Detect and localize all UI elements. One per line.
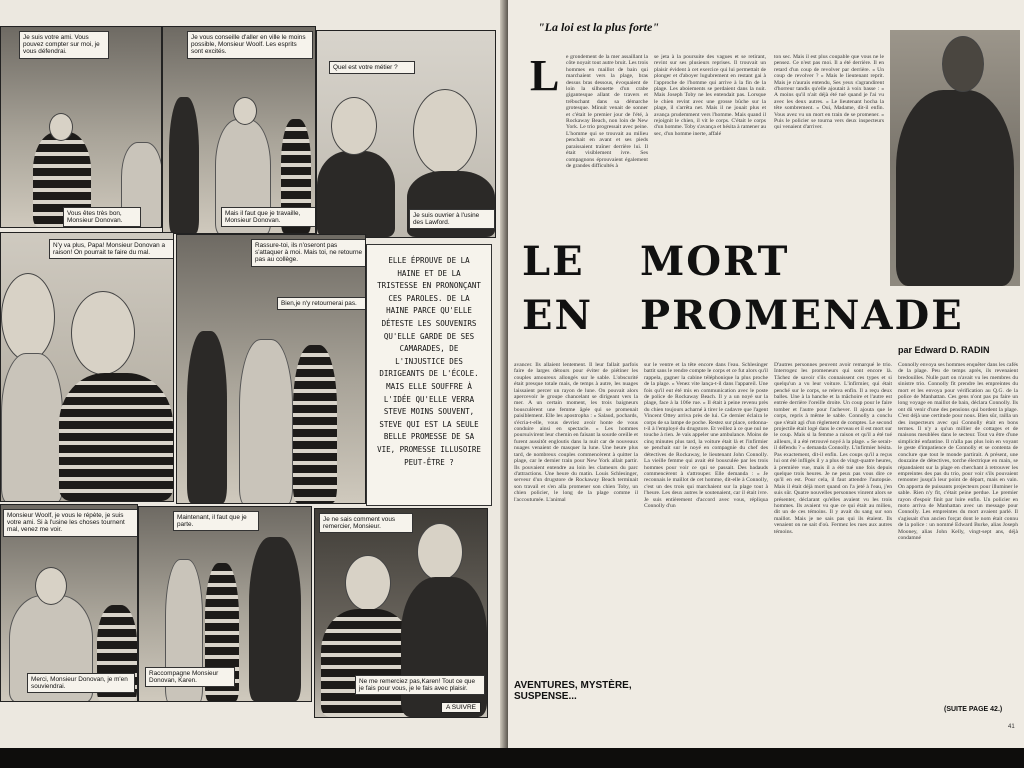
speech-bubble: Rassure-toi, ils n'oseront pas s'attaquer à moi. Mais toi, ne retourne pas au collège. (251, 239, 366, 267)
father-head (1, 273, 55, 361)
young-man-head (331, 97, 377, 155)
continued-note: (SUITE PAGE 42.) (944, 706, 1003, 713)
title-word: EN (522, 292, 594, 339)
comic-panel-5 (176, 234, 366, 504)
bottom-column-4: Connolly envoya ses hommes enquêter dans les cafés de la plage. Peu de temps après, ils revenaient bredouilles. Nulle part on n'avait vu les membres du sinistre trio. Connolly fit prendre les empreintes du mort et les envoya pour vérification au Q.G. de la police de Manhattan. Ces gens n'ont pas pu faire un long voyage en maillot de bain, déclara Connolly. Ils ont dû venir d'une des pensions qui bordent la plage. C'est déjà une certitude pour nous. Bien sûr, railla un des inspecteurs avec qui Connolly était en bons termes. Il n'y a qu'un millier de cottages et de maisons meublées dans le secteur. Tout va être d'une simplicité enfantine. Il n'alla pas plus loin en voyant le geste d'impatience de Connolly et se contenta de conclure que tout le monde partirait. A présent, une douzaine de détectives, torche électrique en main, se répandaient sur la plage en cherchant à retrouver les empreintes des pas du trio, pour voir s'ils pouvaient remonter jusqu'à leur point de départ, mais en vain. On apporta de puissants projecteurs pour illuminer le sable. Rien n'y fit, c'était peine perdue. Le premier rayon d'espoir finit par luire enfin. Un policier en moto arriva de Manhattan avec un message pour Connolly. Les empreintes du mort avaient parlé. Il s'agissait d'un ancien forçat dont le nom était connu de la police : un nommé Edward Burke, alias Joseph Mooney, alias John Kelly, vingt-sept ans, déjà condamné (898, 362, 1018, 541)
title-word: MORT (640, 238, 790, 285)
speech-bubble: N'y va plus, Papa! Monsieur Donovan a raison! On pourrait te faire du mal. (49, 239, 174, 259)
comic-panel-1 (0, 26, 162, 228)
comic-panel-8 (138, 506, 312, 702)
speech-bubble: Je suis votre ami. Vous pouvez compter sur moi, je vous défendrai. (19, 31, 109, 59)
speech-bubble: Mais il faut que je travaille, Monsieur Donovan. (221, 207, 316, 227)
bottom-column-1: avancer. Ils allaient lentement. Il leur fallait parfois faire de larges détours pour éviter de piétiner les couples amoureux allongés sur le sable. L'obscurité était presque totale mais, de temps à autre, les nuages laissaient percer un rayon de lune. On pouvait alors apercevoir le groupe chancelant se dirigeant vers la mer. A un certain moment, les trois baigneurs bousculèrent une femme âgée qui se promenait paisiblement. Elle les apostropha : « Salaud, pochards, s'écria-t-elle, vous devriez avoir honte de vous conduire ainsi en spectacle. » Les hommes poursuivirent leur chemin en faisant la sourde oreille et furent aussitôt engloutis dans la nuit car de nouveaux nuages venaient de masquer la lune. Une heure plus tard, de nombreux couples commencèrent à quitter la plage, car le dernier train pour New York allait partir. Ils pouvaient entendre au loin les clameurs du parc d'attractions. Une heure du matin. Louis Schlesinger, serveur d'un drugstore de Rockaway Beach terminait son travail et s'en alla promener son chien Toby, un chien policier, le long de la plage comme il l'accoutumée. L'animal (514, 362, 638, 503)
karen-figure (321, 609, 413, 717)
article-kicker: "La loi est la plus forte" (538, 20, 659, 34)
comic-panel-7 (0, 504, 138, 702)
drop-cap: L (530, 51, 560, 100)
man-figure (187, 331, 227, 503)
page-number: 41 (1008, 724, 1015, 730)
top-column-3: ton sec. Mais il est plus coupable que vous ne le pensez. Ce n'est pas moi. Il a été derrière. Il en retard d'un coup de revolver par derrière. « Un coup de revolver ? » Mais le lieutenant reprit. Mais je n'aurais entendu, Ses yeux s'agrandirent d'horreur tandis qu'elle ajoutait à voix basse : « A moins qu'il n'ait déjà été tué quand je l'ai vu avec les deux autres. » Le lieutenant hocha la tête sombrement. « Oui, Madame, dit-il enfin. Vous avez vu un mort en train de se promener. » Puis le policier se tourna vers deux inspecteurs qui venaient d'arriver. (774, 54, 884, 131)
young-man-figure (317, 151, 395, 237)
byline: par Edward D. RADIN (898, 345, 990, 355)
title-word: LE (522, 238, 585, 285)
speech-bubble: Raccompagne Monsieur Donovan, Karen. (145, 667, 235, 687)
woman-head (49, 113, 73, 141)
daughter-head (71, 291, 135, 375)
speech-bubble: Maintenant, il faut que je parte. (173, 511, 259, 531)
top-column-2: se jeta à la poursuite des vagues et se retirant, revint sur ses plusieurs reprises. Il trouvait un plaisir évident à cet exercice qui lui permettait de plonger et d'aboyer lugubrement en restant gai à l'approche de l'homme qui arrive à la fin de la plage. Les aboiements se perdaient dans la nuit. Mais Joseph Toby ne les entendait pas. Lorsque le chien revint avec une grosse bûche sur la plage, il s'arrêta net. Mais il ne jouait plus et avança prudemment vers l'homme. Mais quand il rejoignit le chien, il vit le corps. C'était le corps d'un homme. Toby s'avança et hésita à ramener au sec, d'un homme inerte, affalé (654, 54, 766, 137)
man-head (233, 97, 257, 125)
father-figure (1, 353, 63, 502)
speech-bubble: Je ne sais comment vous remercier, Monsieur. (319, 513, 413, 533)
comic-panel-9 (314, 508, 488, 718)
man-figure (169, 97, 199, 233)
old-man-head (413, 89, 477, 175)
table-shadow (0, 748, 1024, 768)
woman-figure (293, 345, 337, 503)
bottom-column-2: sur le ventre et la tête encore dans l'eau. Schlesinger battit sans le rendre compte le corps et ce fut alors qu'il rappela, gagner la cabine téléphonique la plus proche de la plage. « Venez vite lança-t-il dans l'appareil. Une fois qu'il eut été mis en communication avec le poste de police de Rockaway Beach. Il y a un noyé sur la plage, face à la 106e rue. » Il était à peine revenu près du chien toujours acharné à tirer le cadavre que l'agent Vincent Ottey arriva près de lui. Ce dernier éclaira le corps de sa lampe de poche. Restez sur place, ordonna-t-il à l'employé du drugstore. Et veillez à ce que nul ne touche à rien. Je vais appeler une ambulance. Moins de cinq minutes plus tard, la voiture était là et l'infirmier se penchait sur le noyé en compagnie du chef des détectives de Rockaway, le lieutenant John Connolly. La vieille femme qui avait été bousculée par les trois hommes pour voir ce qui se passait. Des badauds commencèrent à s'attrouper. Elle demanda : « Je reconnais le maillot de cet homme, dit-elle à Connolly, c'est un des trois qui marchaient sur la plage tout à l'heure. Les deux autres le soutenaient, car il était ivre. Je suis entièrement d'accord avec vous, répliqua Connolly d'un (644, 362, 768, 509)
man-head (35, 567, 67, 605)
to-be-continued-tag: A SUIVRE (441, 702, 481, 713)
comic-panel-4 (0, 232, 174, 502)
man-figure (239, 339, 293, 504)
speech-bubble: Merci, Monsieur Donovan, je m'en souviendrai. (27, 673, 135, 693)
speech-bubble: Monsieur Woolf, je vous le répète, je suis votre ami. Si à l'usine les choses tournent mal, venez me voir. (3, 509, 138, 537)
top-column-1: e grondement de la mer assaillant la côte noyait tout autre bruit. Les trois hommes en maillot de bain qui marchaient vers la plage, bras dessus bras dessous, évoquaient de loin la silhouette d'un crabe gigantesque allant de travers et trébuchant dans sa démarche grotesque. Minuit venait de sonner et c'était le premier jour de l'été, à Rockaway Beach, non loin de New York. Le trio progressait avec peine. L'homme qui se trouvait au milieu penchait en avant et ses pieds paraissaient traîner derrière lui. Il était visiblement ivre. Ses compagnons éprouvaient également de grandes difficultés à (566, 54, 648, 169)
speech-bubble: Ne me remerciez pas,Karen! Tout ce que je fais pour vous, je le fais avec plaisir. (355, 675, 485, 695)
speech-bubble: Quel est votre métier ? (329, 61, 415, 74)
left-page (0, 0, 506, 748)
title-word: PROMENADE (640, 292, 964, 339)
man-head (942, 36, 984, 92)
bottom-column-3: D'autres personnes peuvent avoir remarqué le trio. Interrogez les promeneurs qui sont encore là. Tâchez de savoir s'ils connaissent ces types et si quelqu'un a vu leur voiture. L'infirmier, qui était penché sur le corps, se releva enfin. Il a reçu deux balles. Une à la hanche et la mâchoire et l'autre est entrée derrière l'oreille droite. Un coup pour le faire tomber et l'autre pour l'achever. Il ajouta que le corps, repris à même le sable. Connolly a conclu que s'était agi d'un règlement de comptes. Le second projectile était logé dans le cerveau et il est mort sur le coup. Mais si la femme a raison et qu'il a été tué ailleurs, il a été retrouvé noyé à la plage. « Se serait-il défendu ? » demanda Connolly. L'infirmier hésita. Pas exactement, dit-il enfin. Les coups qu'il a reçus lui ont été infligés il y a plus de vingt-quatre heures, à première vue, mais il a été tué une fois depuis quelque trois heures. Je ne peux pas vous dire ce qu'il en est. Pour cela, il faut attendre l'autopsie. Mais il était déjà mort quand on l'a jeté à l'eau, j'en suis sûr. Quatre nouvelles personnes vinrent alors se présenter, déclarant qu'elles avaient vu les trois hommes. Ils avaient vu que ce qui était au milieu, dit un de ces témoins. Il y avait du sang sur son maillot. Mais je ne sais pas qui ils étaient. Ils venaient on ne sait d'où. Fermez les rues aux autres témoins. (774, 362, 892, 535)
comic-panel-3 (316, 30, 496, 238)
speech-bubble: Je vous conseille d'aller en ville le moins possible, Monsieur Woolf. Les esprits sont excités. (187, 31, 313, 59)
speech-bubble: Bien,je n'y retournerai pas. (277, 297, 366, 310)
right-page (508, 0, 1024, 748)
man-photo (890, 30, 1020, 286)
man-figure (249, 537, 301, 701)
speech-bubble: Vous êtes très bon, Monsieur Donovan. (63, 207, 141, 227)
man-figure (896, 90, 1014, 286)
steve-figure (401, 577, 487, 717)
speech-bubble: Je suis ouvrier à l'usine des Lawford. (409, 209, 495, 229)
genre-aside: AVENTURES, MYSTÈRE, SUSPENSE... (514, 680, 632, 702)
daughter-figure (59, 373, 173, 501)
narration-caption: ELLE ÉPROUVE DE LA HAINE ET DE LA TRISTESSE EN PRONONÇANT CES PAROLES. DE LA HAINE PARCE QU'ELLE DÉTESTE LES SOUVENIRS QU'ELLE GARDE DE SES CAMARADES, DE L'INJUSTICE DES DIRIGEANTS DE L'ÉCOLE. MAIS ELLE SOUFFRE À L'IDÉE QU'ELLE VERRA STEVE MOINS SOUVENT, STEVE QUI EST LA SEULE BELLE PROMESSE DE SA VIE, PROMESSE ILLUSOIRE PEUT-ÊTRE ? (366, 244, 492, 506)
comic-panel-2 (162, 26, 316, 234)
steve-head (417, 523, 463, 581)
karen-head (345, 555, 391, 611)
